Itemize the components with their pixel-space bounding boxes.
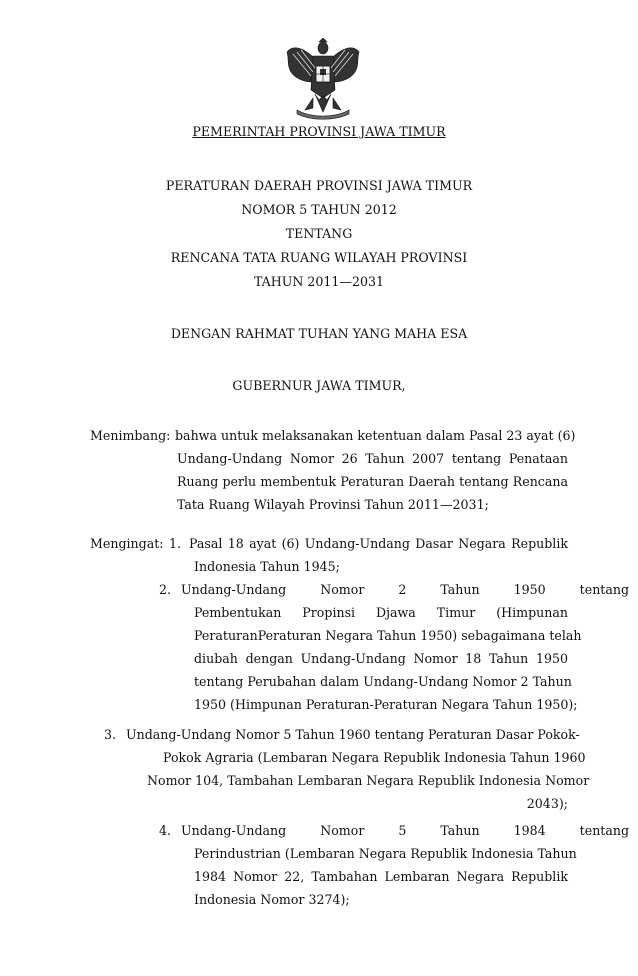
mengingat-label: Mengingat: xyxy=(90,536,164,551)
regulation-number: NOMOR 5 TAHUN 2012 xyxy=(241,202,397,217)
list-item-line: diubah dengan Undang-Undang Nomor 18 Tahun 1950 xyxy=(194,651,568,666)
list-item-line: Pasal 18 ayat (6) Undang-Undang Dasar Negara Republik xyxy=(189,536,568,551)
list-item-line: Undang-Undang Nomor 5 Tahun 1960 tentang Peraturan Dasar Pokok- xyxy=(126,727,580,742)
menimbang-line: bahwa untuk melaksanakan ketentuan dalam Pasal 23 ayat (6) xyxy=(175,428,576,443)
regulation-subject: RENCANA TATA RUANG WILAYAH PROVINSI xyxy=(170,250,468,265)
blessing-line: DENGAN RAHMAT TUHAN YANG MAHA ESA xyxy=(170,326,468,341)
menimbang-line: Tata Ruang Wilayah Provinsi Tahun 2011—2031; xyxy=(177,497,489,512)
about-heading: TENTANG xyxy=(285,226,353,241)
list-number: 2. xyxy=(159,582,172,597)
list-item-line: Undang-Undang Nomor 2 Tahun 1950 tentang xyxy=(181,582,630,597)
list-item-line: 1950 (Himpunan Peraturan-Peraturan Negara Tahun 1950); xyxy=(194,697,578,712)
list-item-line: Indonesia Nomor 3274); xyxy=(194,892,350,907)
list-item-line: Perindustrian (Lembaran Negara Republik Indonesia Tahun xyxy=(194,846,577,861)
menimbang-line: Ruang perlu membentuk Peraturan Daerah tentang Rencana xyxy=(177,474,568,489)
regulation-title: PERATURAN DAERAH PROVINSI JAWA TIMUR xyxy=(165,178,473,193)
garuda-emblem-icon xyxy=(283,38,363,120)
governor-line: GUBERNUR JAWA TIMUR, xyxy=(232,378,406,393)
list-item-line: Undang-Undang Nomor 5 Tahun 1984 tentang xyxy=(181,823,630,838)
list-item-line: 1984 Nomor 22, Tambahan Lembaran Negara Republik xyxy=(194,869,568,884)
list-item-line: Pokok Agraria (Lembaran Negara Republik Indonesia Tahun 1960 xyxy=(163,750,586,765)
list-item-line: 2043); xyxy=(526,796,568,811)
menimbang-label: Menimbang: xyxy=(90,428,171,443)
government-title: PEMERINTAH PROVINSI JAWA TIMUR xyxy=(192,124,446,139)
list-number: 1. xyxy=(169,536,182,551)
menimbang-line: Undang-Undang Nomor 26 Tahun 2007 tentang Penataan xyxy=(177,451,568,466)
list-item-line: PeraturanPeraturan Negara Tahun 1950) sebagaimana telah xyxy=(194,628,582,643)
list-number: 4. xyxy=(159,823,172,838)
list-item-line: Nomor 104, Tambahan Lembaran Negara Republik Indonesia Nomor xyxy=(147,773,590,788)
list-item-line: Indonesia Tahun 1945; xyxy=(194,559,340,574)
list-item-line: tentang Perubahan dalam Undang-Undang Nomor 2 Tahun xyxy=(194,674,572,689)
list-item-line: Pembentukan Propinsi Djawa Timur (Himpunan xyxy=(194,605,568,620)
regulation-period: TAHUN 2011—2031 xyxy=(253,274,385,289)
list-number: 3. xyxy=(104,727,117,742)
